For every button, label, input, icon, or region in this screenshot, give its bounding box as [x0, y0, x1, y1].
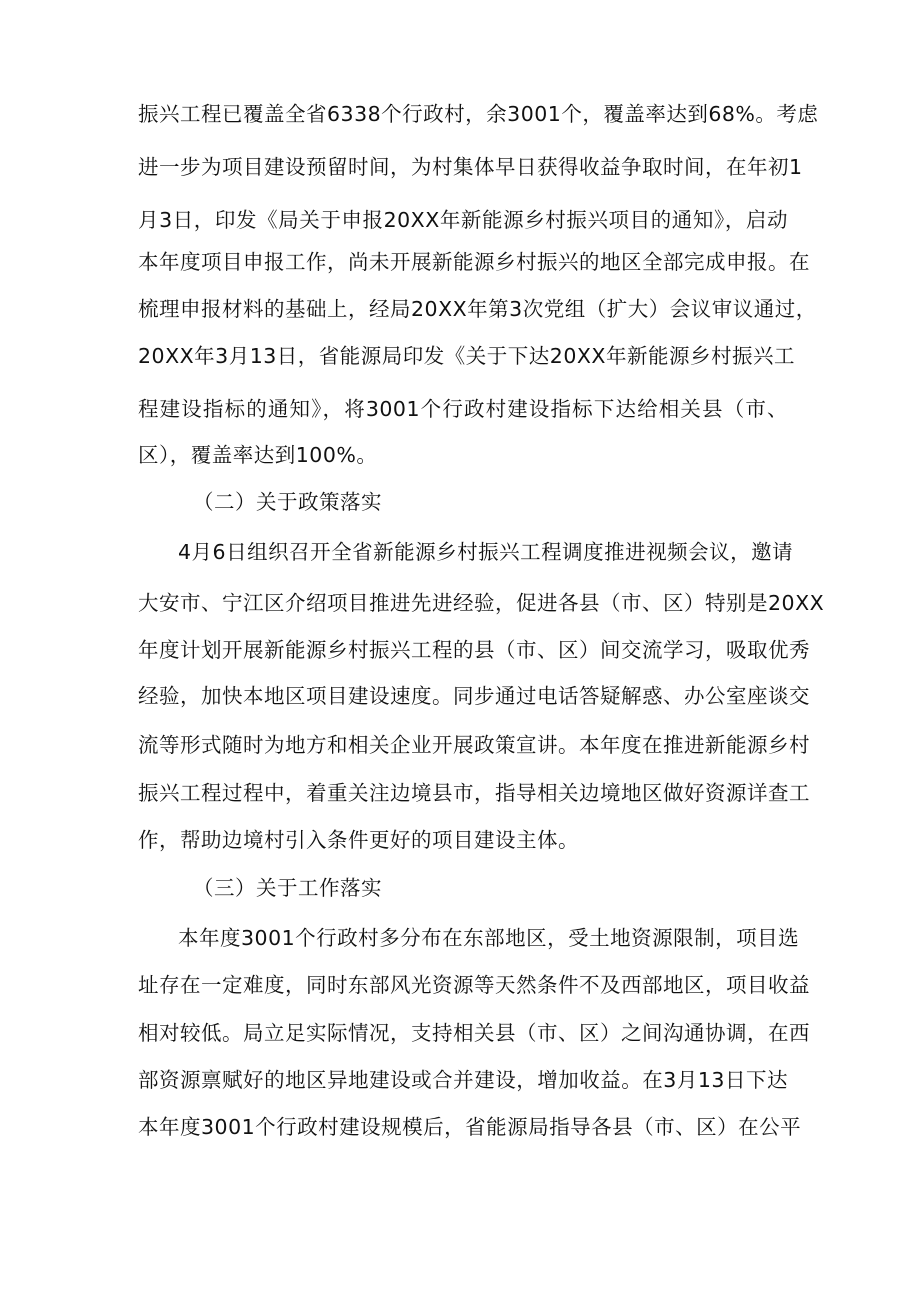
- paragraph-line: 作，帮助边境村引入条件更好的项目建设主体。: [138, 828, 579, 852]
- paragraph-line: 本年度3001个行政村多分布在东部地区，受土地资源限制，项目选: [178, 926, 800, 950]
- paragraph-line: 进一步为项目建设预留时间，为村集体早日获得收益争取时间，在年初1: [138, 155, 803, 179]
- paragraph-line: 流等形式随时为地方和相关企业开展政策宣讲。本年度在推进新能源乡村: [138, 733, 810, 757]
- paragraph-line: 振兴工程已覆盖全省6338个行政村，余3001个，覆盖率达到68%。考虑: [138, 102, 819, 126]
- paragraph-line: 址存在一定难度，同时东部风光资源等天然条件不及西部地区，项目收益: [138, 973, 810, 997]
- paragraph-line: 20XX年3月13日，省能源局印发《关于下达20XX年新能源乡村振兴工: [138, 344, 795, 368]
- paragraph-line: 部资源禀赋好的地区异地建设或合并建设，增加收益。在3月13日下达: [138, 1068, 788, 1092]
- paragraph-line: 月3日，印发《局关于申报20XX年新能源乡村振兴项目的通知》，启动: [138, 208, 788, 232]
- section-heading: （二）关于政策落实: [193, 490, 382, 514]
- paragraph-line: 本年度项目申报工作，尚未开展新能源乡村振兴的地区全部完成申报。在: [138, 250, 810, 274]
- section-heading: （三）关于工作落实: [193, 876, 382, 900]
- paragraph-line: 程建设指标的通知》，将3001个行政村建设指标下达给相关县（市、: [138, 397, 788, 421]
- paragraph-line: 大安市、宁江区介绍项目推进先进经验，促进各县（市、区）特别是20XX: [138, 591, 825, 615]
- paragraph-line: 振兴工程过程中，着重关注边境县市，指导相关边境地区做好资源详查工: [138, 781, 810, 805]
- paragraph-line: 经验，加快本地区项目建设速度。同步通过电话答疑解惑、办公室座谈交: [138, 684, 810, 708]
- paragraph-line: 相对较低。局立足实际情况，支持相关县（市、区）之间沟通协调，在西: [138, 1021, 810, 1045]
- paragraph-line: 区），覆盖率达到100%。: [138, 443, 378, 467]
- paragraph-line: 4月6日组织召开全省新能源乡村振兴工程调度推进视频会议，邀请: [178, 540, 794, 564]
- paragraph-line: 年度计划开展新能源乡村振兴工程的县（市、区）间交流学习，吸取优秀: [138, 638, 810, 662]
- paragraph-line: 本年度3001个行政村建设规模后，省能源局指导各县（市、区）在公平: [138, 1115, 802, 1139]
- paragraph-line: 梳理申报材料的基础上，经局20XX年第3次党组（扩大）会议审议通过，: [138, 297, 817, 321]
